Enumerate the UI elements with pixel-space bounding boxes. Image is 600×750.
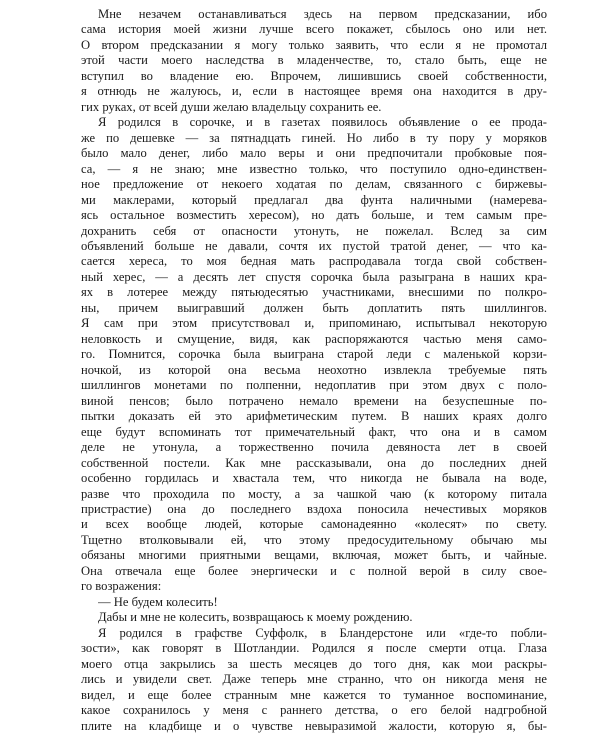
text-line: плите на кладбище и о чувстве невыразимой жалости, которую я, бы-	[81, 718, 547, 733]
text-line: деле не утонула, а торжественно почила девяноста лет в своей	[81, 440, 547, 455]
text-line: объявлений больше не давали, сочтя их пустой тратой денег, — что ка-	[81, 239, 547, 254]
text-line: ях в лотерее между пятьюдесятью участниками, внесшими по полкро-	[81, 285, 547, 300]
text-line: виной пенсов; было потрачено немало времени на безуспешные по-	[81, 393, 547, 408]
text-line: обязаны многими приятными вещами, включая, может быть, и чайные.	[81, 548, 547, 563]
text-line: — Не будем колесить!	[98, 594, 218, 609]
text-line: гих руках, от всей души желаю владельцу сохранить ее.	[81, 99, 382, 114]
text-line: Я родился в графстве Суффолк, в Бландерстоне или «где-то побли-	[98, 625, 547, 640]
text-line: лись и увидели свет. Даже теперь мне странно, что он никогда меня не	[81, 672, 547, 687]
text-line: ми маклерами, который предлагал два фунта наличными (намерева-	[81, 192, 547, 207]
text-line: вступил во владение ею. Впрочем, лишившись своей собственности,	[81, 68, 547, 83]
text-line: какое сохранилось у меня с раннего детства, о его белой надгробной	[81, 703, 547, 718]
text-line: я отнюдь не жалуюсь, и, если в настоящее время она находится в дру-	[81, 84, 547, 99]
text-line: са, — я не знаю; мне известно только, что поступило одно-единствен-	[81, 161, 547, 176]
text-line: было мало денег, либо мало веры и они предпочитали пробковые поя-	[81, 146, 547, 161]
text-line: ны, причем выигравший должен быть доплатить пять шиллингов.	[81, 300, 547, 315]
text-line: сама история моей жизни лучше всего покажет, сбылось оно или нет.	[81, 22, 547, 37]
text-line: го возражения:	[81, 579, 162, 594]
text-line: разве что проходила по мосту, а за чашкой чаю (к которому питала	[81, 486, 547, 501]
text-line: сается хереса, то моя бедная мать распродавала тогда свой собствен-	[81, 254, 547, 269]
text-line: О втором предсказании я могу только заявить, что если я не промотал	[81, 37, 547, 52]
text-line: еще будут вспоминать тот примечательный факт, что она и в самом	[81, 424, 547, 439]
text-line: шиллингов монетами по полпенни, недоплатив при этом двух с поло-	[81, 378, 547, 393]
text-line: пристрастие) она до последнего вздоха поносила нечестивых моряков	[81, 501, 547, 516]
text-line: Я сам при этом присутствовал и, припоминаю, испытывал некоторую	[81, 316, 547, 331]
text-line: Мне незачем останавливаться здесь на первом предсказании, ибо	[98, 7, 547, 21]
text-line: дохранить себя от опасности утонуть, не пожелал. Вслед за сим	[81, 223, 547, 238]
text-line: Тщетно втолковывали ей, что этому предосудительному обычаю мы	[81, 532, 547, 547]
text-line: го. Помнится, сорочка была выиграна старой леди с маленькой корзи-	[81, 347, 547, 362]
text-line: моего отца закрылись за шесть месяцев до того дня, как мои раскры-	[81, 656, 547, 671]
text-line: особенно гордилась и хвастала тем, что никогда не бывала на воде,	[81, 471, 547, 486]
text-line: неловкость и смущение, видя, как распоряжаются частью меня само-	[81, 331, 547, 346]
text-line: Дабы и мне не колесить, возвращаюсь к моему рождению.	[98, 610, 413, 625]
text-line: ный херес, — а десять лет спустя сорочка была разыграна в наших кра-	[81, 269, 547, 284]
text-line: ясь остальное возместить хересом), но дать больше, и тем самым пре-	[81, 208, 547, 223]
text-line: собственной постели. Как мне рассказывали, она до последних дней	[81, 455, 547, 470]
text-line: видел, и еще более странным мне кажется то туманное воспоминание,	[81, 687, 547, 702]
text-line: ное предложение от некоего ходатая по делам, связанного с биржевы-	[81, 177, 547, 192]
text-line: Я родился в сорочке, и в газетах появилось объявление о ее прода-	[98, 115, 547, 130]
text-line: ночкой, из которой она весьма неохотно извлекла требуемые пять	[81, 362, 547, 377]
text-line: и всех вообще людей, которые самонадеянно «колесят» по свету.	[81, 517, 547, 532]
text-line: пытки доказать ей это арифметическим путем. В наших краях долго	[81, 409, 547, 424]
text-line: Она отвечала еще более энергически и с полной верой в силу свое-	[81, 563, 547, 578]
text-line: же по дешевке — за пятнадцать гиней. Но либо в ту пору у моряков	[81, 130, 547, 145]
text-line: зости», как говорят в Шотландии. Родился я после смерти отца. Глаза	[81, 641, 547, 656]
text-line: этой части моего наследства в младенчестве, то, стало быть, еще не	[81, 53, 547, 68]
